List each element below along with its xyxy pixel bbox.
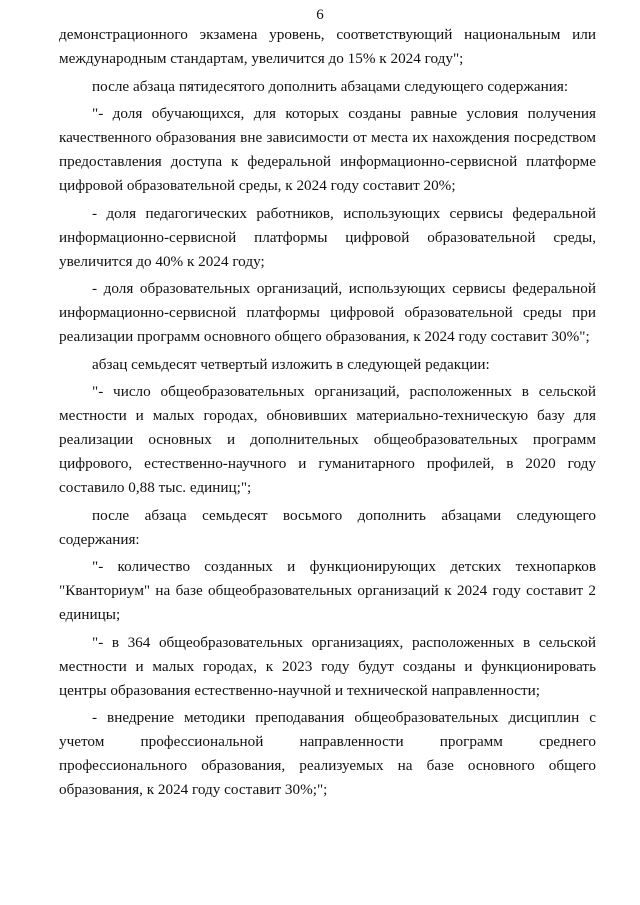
paragraph-methodology: - внедрение методики преподавания общеобразовательных дисциплин с учетом профессиональной направленности программ среднего профессионального образования, реализуемых на базе основного общего образования, к 2024 году составит 30%;";	[59, 709, 596, 798]
paragraph-kvantorium: "- количество созданных и функционирующих детских технопарков "Кванториум" на базе общеобразовательных организаций к 2024 году составит 2 единицы;	[59, 558, 596, 623]
paragraph-organizations-platform: - доля образовательных организаций, использующих сервисы федеральной информационно-сервисной платформы цифровой образовательной среды при реализации программ основного общего образования, к 2024 году составит 30%";	[59, 280, 596, 345]
document-body	[59, 23, 596, 802]
paragraph-rural-schools-base: "- число общеобразовательных организаций, расположенных в сельской местности и малых городах, обновивших материально-техническую базу для реализации основных и дополнительных общеобразовательных программ цифрового, естественно-научного и гуманитарного профилей, в 2020 году составило 0,88 тыс. единиц;";	[59, 383, 596, 496]
paragraph-students-equal-conditions: "- доля обучающихся, для которых созданы равные условия получения качественного образования вне зависимости от места их нахождения посредством предоставления доступа к федеральной информационно-сервисной платформе цифровой образовательной среды, к 2024 году составит 20%;	[59, 105, 596, 194]
paragraph-teachers-platform: - доля педагогических работников, использующих сервисы федеральной информационно-сервисной платформы цифровой образовательной среды, увеличится до 40% к 2024 году;	[59, 204, 596, 270]
paragraph-science-centers: "- в 364 общеобразовательных организациях, расположенных в сельской местности и малых городах, к 2023 году будут созданы и функционировать центры образования естественно-научной и технической направленности;	[59, 633, 596, 699]
paragraph-instruction-after-78: после абзаца семьдесят восьмого дополнить абзацами следующего содержания:	[59, 506, 596, 548]
page-number: 6	[316, 7, 324, 23]
paragraph-continuation: демонстрационного экзамена уровень, соответствующий национальным или международным стандартам, увеличится до 15% к 2024 году";	[59, 26, 596, 67]
paragraph-instruction-after-50: после абзаца пятидесятого дополнить абзацами следующего содержания:	[92, 77, 569, 95]
paragraph-instruction-74: абзац семьдесят четвертый изложить в следующей редакции:	[92, 355, 490, 373]
